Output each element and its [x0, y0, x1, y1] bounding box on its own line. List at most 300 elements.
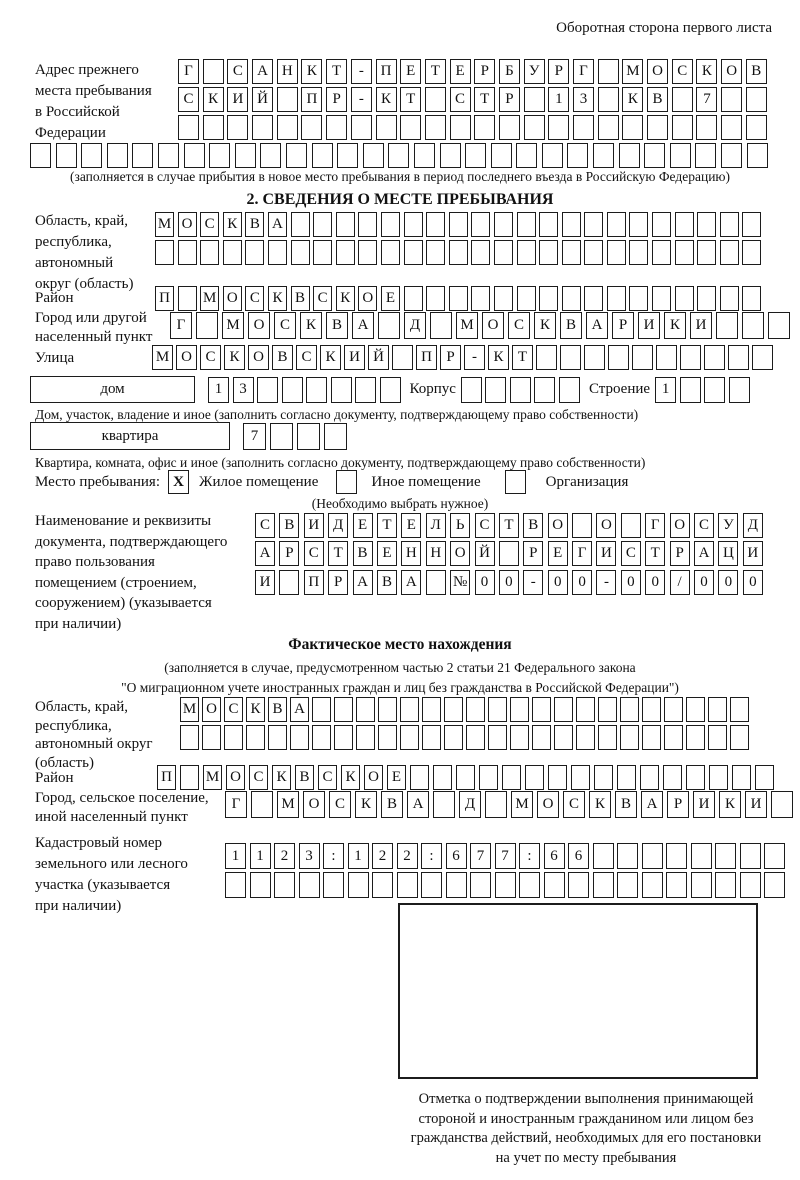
char-cell-empty	[404, 286, 423, 311]
region-grid	[155, 212, 761, 268]
char-cell-filled: Т	[499, 513, 519, 538]
char-cell-empty	[223, 240, 242, 265]
char-cell-empty	[697, 240, 716, 265]
char-cell-empty	[721, 115, 742, 140]
char-cell-empty	[444, 697, 463, 722]
char-cell-empty	[422, 697, 441, 722]
char-cell-filled: С	[318, 765, 337, 790]
char-cell-filled: П	[157, 765, 176, 790]
korpus-row	[461, 377, 580, 403]
char-cell-filled: 7	[495, 843, 516, 869]
char-cell-filled: К	[589, 791, 611, 818]
char-cell-empty	[593, 143, 614, 168]
char-cell-empty	[392, 345, 413, 370]
char-cell-filled: Д	[328, 513, 348, 538]
char-cell-empty	[336, 240, 355, 265]
char-cell-empty	[277, 115, 298, 140]
char-cell-empty	[334, 697, 353, 722]
char-cell-empty	[562, 212, 581, 237]
char-cell-empty	[539, 212, 558, 237]
char-cell-empty	[675, 240, 694, 265]
char-cell-empty	[764, 843, 785, 869]
char-cell-empty	[380, 377, 401, 403]
char-cell-filled: М	[152, 345, 173, 370]
char-cell-empty	[426, 240, 445, 265]
char-cell-empty	[747, 143, 768, 168]
char-cell-filled: К	[341, 765, 360, 790]
char-cell-filled: В	[523, 513, 543, 538]
stroenie-label: Строение	[588, 381, 651, 397]
char-cell-filled: 0	[548, 570, 568, 595]
char-cell-empty	[534, 377, 555, 403]
char-cell-filled: Р	[440, 345, 461, 370]
char-cell-empty	[732, 765, 751, 790]
cadastre-label	[35, 833, 223, 917]
char-cell-filled: О	[223, 286, 242, 311]
char-cell-empty	[675, 212, 694, 237]
char-cell-filled: Й	[368, 345, 389, 370]
char-cell-empty	[576, 725, 595, 750]
char-cell-empty	[251, 791, 273, 818]
char-cell-empty	[313, 240, 332, 265]
char-cell-filled: М	[180, 697, 199, 722]
char-cell-empty	[617, 843, 638, 869]
cadastre-grid	[225, 843, 785, 901]
char-cell-empty	[425, 87, 446, 112]
char-cell-empty	[306, 377, 327, 403]
char-cell-empty	[268, 240, 287, 265]
char-cell-filled: Г	[573, 59, 594, 84]
char-cell-empty	[282, 377, 303, 403]
char-cell-filled: И	[596, 541, 616, 566]
char-cell-filled: К	[534, 312, 556, 339]
section2-title: 2. СВЕДЕНИЯ О МЕСТЕ ПРЕБЫВАНИЯ	[246, 191, 554, 208]
char-cell-empty	[30, 143, 51, 168]
char-cell-filled: О	[721, 59, 742, 84]
text-line: места пребывания	[35, 83, 152, 99]
char-cell-empty	[539, 240, 558, 265]
char-cell-filled: В	[560, 312, 582, 339]
char-cell-empty	[608, 345, 629, 370]
prev-address-row-1	[178, 59, 767, 84]
char-cell-filled: Т	[377, 513, 397, 538]
char-cell-empty	[331, 377, 352, 403]
char-cell-empty	[562, 286, 581, 311]
char-cell-filled: О	[248, 345, 269, 370]
char-cell-filled: 0	[475, 570, 495, 595]
char-cell-filled: О	[248, 312, 270, 339]
actual-district-label: Район	[35, 770, 74, 786]
char-cell-empty	[312, 725, 331, 750]
char-cell-empty	[485, 791, 507, 818]
page-side-note: Оборотная сторона первого листа	[556, 20, 772, 36]
char-cell-filled: С	[450, 87, 471, 112]
text-line: стороной и иностранным гражданином или лицом без	[418, 1110, 754, 1127]
char-cell-empty	[715, 843, 736, 869]
char-cell-empty	[252, 115, 273, 140]
char-cell-filled: 2	[372, 843, 393, 869]
text-line: документа, подтверждающего	[35, 533, 228, 550]
district-label: Район	[35, 290, 74, 306]
char-cell-filled: А	[353, 570, 373, 595]
char-cell-filled: Т	[425, 59, 446, 84]
char-cell-empty	[598, 697, 617, 722]
text-line: республика,	[35, 234, 112, 250]
char-cell-empty	[203, 115, 224, 140]
text-line: республика,	[35, 717, 112, 734]
char-cell-empty	[376, 115, 397, 140]
char-cell-empty	[449, 240, 468, 265]
actual-district-row	[157, 765, 774, 790]
char-cell-filled: 7	[470, 843, 491, 869]
text-line: иной населенный пункт	[35, 809, 188, 825]
char-cell-empty	[666, 872, 687, 898]
char-cell-empty	[517, 240, 536, 265]
char-cell-filled: :	[421, 843, 442, 869]
char-cell-empty	[617, 872, 638, 898]
char-cell-empty	[746, 87, 767, 112]
char-cell-empty	[363, 143, 384, 168]
char-cell-empty	[446, 872, 467, 898]
char-cell-empty	[755, 765, 774, 790]
char-cell-empty	[158, 143, 179, 168]
char-cell-filled: Т	[328, 541, 348, 566]
stay-option-organization-label: Организация	[545, 473, 629, 490]
char-cell-empty	[178, 286, 197, 311]
char-cell-empty	[301, 115, 322, 140]
char-cell-empty	[715, 872, 736, 898]
char-cell-empty	[584, 212, 603, 237]
char-cell-filled: 7	[243, 423, 266, 450]
char-cell-filled: Р	[612, 312, 634, 339]
char-cell-empty	[709, 765, 728, 790]
char-cell-empty	[277, 87, 298, 112]
char-cell-filled: К	[664, 312, 686, 339]
text-line: населенный пункт	[35, 329, 153, 345]
char-cell-filled: И	[638, 312, 660, 339]
char-cell-empty	[279, 570, 299, 595]
text-line: сооружением) (указывается	[35, 595, 212, 611]
text-line: автономный	[35, 255, 114, 271]
char-cell-empty	[768, 312, 790, 339]
char-cell-empty	[209, 143, 230, 168]
char-cell-filled: К	[203, 87, 224, 112]
korpus-label: Корпус	[409, 381, 456, 397]
char-cell-empty	[607, 286, 626, 311]
char-cell-filled: Е	[450, 59, 471, 84]
text-line: право пользования	[35, 554, 155, 570]
text-line: Адрес прежнего	[35, 62, 139, 78]
street-label: Улица	[35, 350, 75, 366]
char-cell-empty	[178, 115, 199, 140]
char-cell-filled: Р	[548, 59, 569, 84]
char-cell-empty	[336, 212, 355, 237]
actual-city-label	[35, 789, 223, 827]
char-cell-empty	[721, 143, 742, 168]
actual-region-row-1	[180, 697, 749, 722]
char-cell-filled: А	[407, 791, 429, 818]
char-cell-filled: Ь	[450, 513, 470, 538]
text-line: "О миграционном учете иностранных граждан и лиц без гражданства в Российской Федерации")	[121, 680, 679, 695]
char-cell-empty	[593, 843, 614, 869]
apartment-note: Квартира, комната, офис и иное (заполнить согласно документу, подтверждающему право собственности)	[35, 455, 646, 470]
char-cell-empty	[548, 115, 569, 140]
char-cell-filled: У	[524, 59, 545, 84]
char-cell-empty	[426, 286, 445, 311]
char-cell-filled: В	[326, 312, 348, 339]
char-cell-filled: К	[488, 345, 509, 370]
char-cell-empty	[203, 59, 224, 84]
char-cell-filled: А	[255, 541, 275, 566]
char-cell-empty	[510, 725, 529, 750]
char-cell-filled: С	[224, 697, 243, 722]
apartment-box-label: квартира	[30, 422, 230, 450]
char-cell-filled: /	[670, 570, 690, 595]
char-cell-empty	[426, 212, 445, 237]
char-cell-filled: О	[202, 697, 221, 722]
char-cell-empty	[180, 725, 199, 750]
char-cell-filled: 6	[568, 843, 589, 869]
char-cell-filled: Р	[279, 541, 299, 566]
char-cell-empty	[488, 725, 507, 750]
char-cell-empty	[686, 697, 705, 722]
char-cell-filled: -	[351, 59, 372, 84]
char-cell-filled: В	[381, 791, 403, 818]
char-cell-filled: В	[746, 59, 767, 84]
char-cell-filled: А	[586, 312, 608, 339]
stay-type-note: (Необходимо выбрать нужное)	[311, 496, 489, 511]
stay-checkbox-organization	[505, 470, 526, 494]
char-cell-filled: К	[622, 87, 643, 112]
char-cell-filled: К	[300, 312, 322, 339]
char-cell-empty	[356, 697, 375, 722]
char-cell-empty	[200, 240, 219, 265]
char-cell-empty	[752, 345, 773, 370]
char-cell-filled: А	[401, 570, 421, 595]
char-cell-filled: П	[416, 345, 437, 370]
char-cell-empty	[299, 872, 320, 898]
stay-option-residential-label: Жилое помещение	[199, 473, 319, 490]
char-cell-empty	[449, 286, 468, 311]
prev-address-note: (заполняется в случае прибытия в новое место пребывания в период последнего въезда в Российскую Федерацию)	[69, 169, 731, 184]
char-cell-filled: С	[313, 286, 332, 311]
char-cell-filled: 7	[696, 87, 717, 112]
stay-option-other-premises-label: Иное помещение	[371, 473, 481, 490]
char-cell-filled: 6	[544, 843, 565, 869]
char-cell-empty	[642, 725, 661, 750]
text-line: участка (указывается	[35, 877, 171, 893]
char-cell-empty	[539, 286, 558, 311]
char-cell-filled: С	[304, 541, 324, 566]
text-line: округ (область)	[35, 276, 134, 292]
char-cell-filled: В	[245, 212, 264, 237]
char-cell-empty	[680, 377, 701, 403]
char-cell-empty	[573, 115, 594, 140]
char-cell-empty	[510, 697, 529, 722]
document-row-1	[255, 513, 763, 538]
stay-type-row	[35, 470, 628, 494]
district-row	[155, 286, 761, 311]
char-cell-empty	[433, 791, 455, 818]
char-cell-empty	[663, 765, 682, 790]
char-cell-empty	[337, 143, 358, 168]
char-cell-empty	[696, 115, 717, 140]
char-cell-filled: И	[743, 541, 763, 566]
char-cell-filled: Р	[328, 570, 348, 595]
prev-address-label	[35, 60, 175, 144]
char-cell-empty	[286, 143, 307, 168]
char-cell-empty	[598, 725, 617, 750]
char-cell-empty	[225, 872, 246, 898]
char-cell-empty	[746, 115, 767, 140]
char-cell-empty	[562, 240, 581, 265]
char-cell-empty	[524, 115, 545, 140]
char-cell-filled: :	[519, 843, 540, 869]
char-cell-empty	[422, 725, 441, 750]
char-cell-empty	[544, 872, 565, 898]
char-cell-filled: Г	[170, 312, 192, 339]
char-cell-filled: И	[304, 513, 324, 538]
house-number-row	[208, 377, 401, 403]
char-cell-filled: К	[224, 345, 245, 370]
char-cell-filled: 6	[446, 843, 467, 869]
text-line: Федерации	[35, 125, 106, 141]
char-cell-empty	[664, 697, 683, 722]
char-cell-empty	[568, 872, 589, 898]
char-cell-filled: В	[377, 570, 397, 595]
char-cell-empty	[721, 87, 742, 112]
char-cell-empty	[430, 312, 452, 339]
char-cell-empty	[494, 240, 513, 265]
char-cell-filled: М	[622, 59, 643, 84]
char-cell-filled: Г	[572, 541, 592, 566]
char-cell-empty	[358, 240, 377, 265]
char-cell-filled: С	[255, 513, 275, 538]
char-cell-empty	[372, 872, 393, 898]
char-cell-filled: С	[200, 345, 221, 370]
cadastre-row-2	[225, 872, 785, 898]
char-cell-filled: И	[745, 791, 767, 818]
char-cell-empty	[510, 377, 531, 403]
text-line: Город, сельское поселение,	[35, 790, 209, 806]
char-cell-filled: Е	[548, 541, 568, 566]
char-cell-empty	[494, 212, 513, 237]
char-cell-empty	[246, 725, 265, 750]
char-cell-filled: №	[450, 570, 470, 595]
char-cell-empty	[517, 286, 536, 311]
char-cell-filled: И	[255, 570, 275, 595]
char-cell-empty	[536, 345, 557, 370]
house-box-label: дом	[30, 376, 195, 403]
char-cell-filled: П	[155, 286, 174, 311]
char-cell-empty	[571, 765, 590, 790]
char-cell-filled: С	[274, 312, 296, 339]
prev-address-row-3	[178, 115, 767, 140]
char-cell-empty	[697, 286, 716, 311]
char-cell-filled: :	[323, 843, 344, 869]
char-cell-empty	[433, 765, 452, 790]
char-cell-empty	[502, 765, 521, 790]
document-label	[35, 511, 253, 634]
house-row	[30, 376, 750, 403]
prev-address-grid	[178, 59, 767, 144]
char-cell-empty	[704, 377, 725, 403]
char-cell-empty	[107, 143, 128, 168]
char-cell-empty	[607, 240, 626, 265]
char-cell-empty	[730, 725, 749, 750]
char-cell-filled: 0	[718, 570, 738, 595]
char-cell-empty	[576, 697, 595, 722]
char-cell-empty	[378, 725, 397, 750]
char-cell-filled: К	[272, 765, 291, 790]
char-cell-empty	[607, 212, 626, 237]
char-cell-empty	[584, 286, 603, 311]
char-cell-empty	[584, 240, 603, 265]
char-cell-empty	[740, 872, 761, 898]
char-cell-empty	[729, 377, 750, 403]
char-cell-filled: Т	[400, 87, 421, 112]
char-cell-filled: К	[223, 212, 242, 237]
char-cell-empty	[620, 697, 639, 722]
char-cell-empty	[720, 212, 739, 237]
char-cell-filled: Д	[743, 513, 763, 538]
char-cell-empty	[629, 240, 648, 265]
char-cell-filled: О	[178, 212, 197, 237]
char-cell-filled: У	[718, 513, 738, 538]
char-cell-filled: С	[296, 345, 317, 370]
char-cell-empty	[426, 570, 446, 595]
char-cell-empty	[720, 286, 739, 311]
char-cell-empty	[324, 423, 347, 450]
char-cell-filled: В	[279, 513, 299, 538]
char-cell-filled: К	[696, 59, 717, 84]
char-cell-empty	[554, 725, 573, 750]
char-cell-filled: О	[358, 286, 377, 311]
char-cell-filled: В	[615, 791, 637, 818]
char-cell-empty	[567, 143, 588, 168]
char-cell-filled: П	[304, 570, 324, 595]
char-cell-empty	[517, 212, 536, 237]
text-line: гражданства действий, необходимых для его постановки	[410, 1130, 762, 1146]
char-cell-empty	[742, 212, 761, 237]
char-cell-empty	[290, 725, 309, 750]
text-line: Город или другой	[35, 310, 147, 326]
char-cell-filled: -	[351, 87, 372, 112]
char-cell-empty	[740, 843, 761, 869]
document-row-2	[255, 541, 763, 566]
char-cell-empty	[471, 240, 490, 265]
char-cell-filled: А	[268, 212, 287, 237]
char-cell-filled: 0	[572, 570, 592, 595]
char-cell-filled: К	[320, 345, 341, 370]
char-cell-empty	[400, 115, 421, 140]
char-cell-empty	[155, 240, 174, 265]
char-cell-empty	[554, 697, 573, 722]
char-cell-filled: С	[249, 765, 268, 790]
char-cell-empty	[81, 143, 102, 168]
stroenie-row	[655, 377, 750, 403]
char-cell-empty	[691, 872, 712, 898]
text-line: земельного или лесного	[35, 856, 188, 872]
actual-location-note	[0, 658, 800, 698]
char-cell-empty	[656, 345, 677, 370]
street-row	[152, 345, 773, 370]
char-cell-empty	[640, 765, 659, 790]
char-cell-filled: О	[226, 765, 245, 790]
char-cell-filled: 1	[250, 843, 271, 869]
char-cell-filled: Е	[401, 513, 421, 538]
char-cell-empty	[764, 872, 785, 898]
